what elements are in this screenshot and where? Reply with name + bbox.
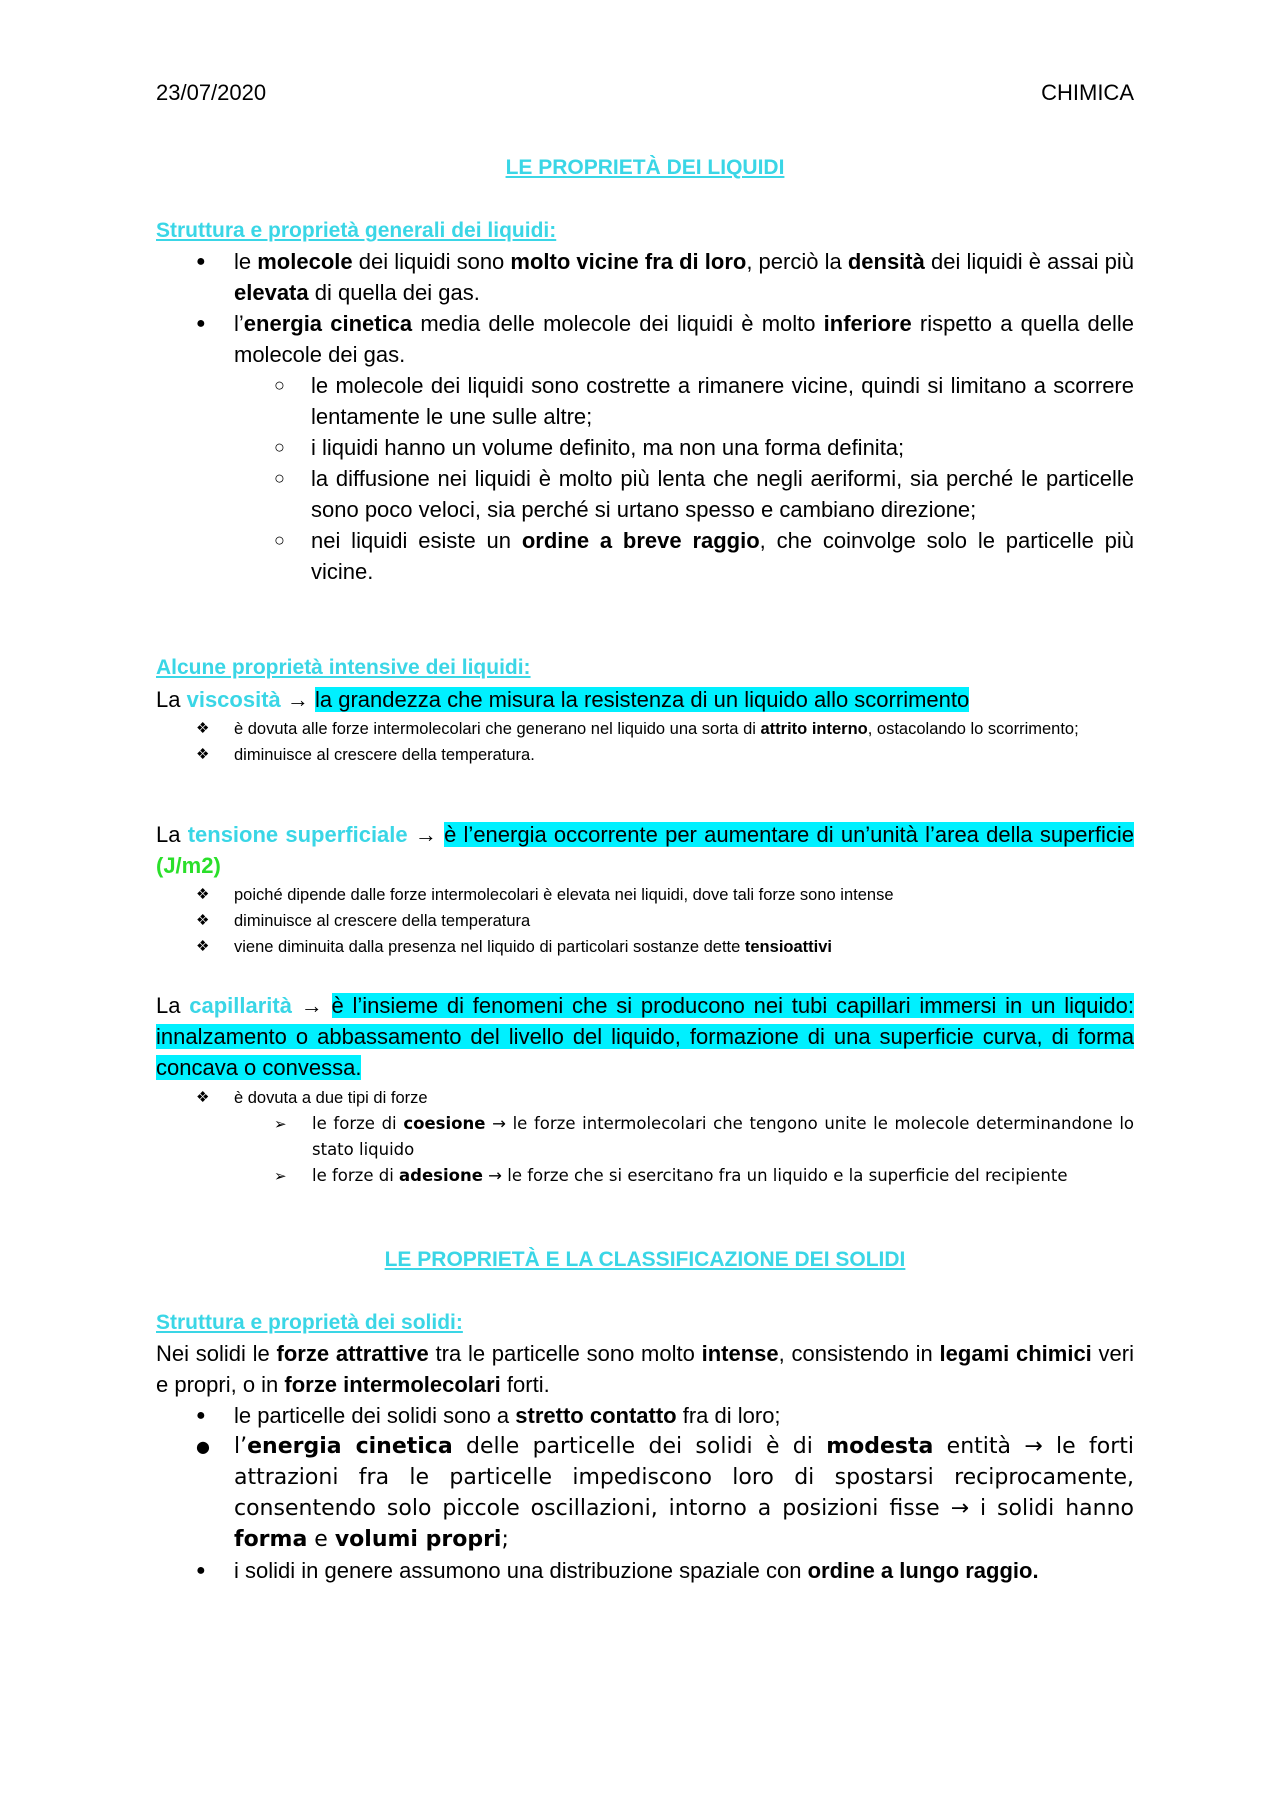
capillarity-details [156, 1085, 1134, 1111]
list-item: ❖ è dovuta alle forze intermolecolari che generano nel liquido una sorta di attrito interno, ostacolando lo scorrimento; [156, 716, 1134, 742]
list-item: ❖ diminuisce al crescere della temperatura [156, 908, 1134, 934]
list-item: ❖ è dovuta a due tipi di forze [156, 1085, 1134, 1111]
list-item: ○ nei liquidi esiste un ordine a breve raggio, che coinvolge solo le particelle più vicine. [156, 525, 1134, 587]
list-item: ● l’energia cinetica media delle molecole dei liquidi è molto inferiore rispetto a quella delle molecole dei gas. [156, 308, 1134, 370]
list-item: ❖ poiché dipende dalle forze intermolecolari è elevata nei liquidi, dove tali forze sono intense [156, 882, 1134, 908]
list-item: ○ la diffusione nei liquidi è molto più lenta che negli aeriformi, sia perché le particelle sono poco veloci, sia perché si urtano spesso e cambiano direzione; [156, 463, 1134, 525]
heading-solids-properties: Struttura e proprietà dei solidi: [156, 1311, 463, 1334]
list-item: ○ i liquidi hanno un volume definito, ma non una forma definita; [156, 432, 1134, 463]
liquids-bullet-list [156, 246, 1134, 370]
surface-tension-highlight: è l’energia occorrente per aumentare di un’unità l’area della superficie [444, 822, 1134, 847]
heading-general-properties: Struttura e proprietà generali dei liquidi: [156, 219, 557, 242]
list-item: ❖ diminuisce al crescere della temperatura. [156, 742, 1134, 768]
capillarity-term: capillarità [189, 993, 292, 1018]
list-item: ● le particelle dei solidi sono a stretto contatto fra di loro; [156, 1400, 1134, 1431]
list-item: ● i solidi in genere assumono una distribuzione spaziale con ordine a lungo raggio. [156, 1555, 1134, 1586]
list-item: ● l’energia cinetica delle particelle dei solidi è di modesta entità → le forti attrazioni fra le particelle impediscono loro di spostarsi reciprocamente, consentendo solo piccole oscillazioni, intorno a posizioni fisse → i solidi hanno forma e volumi propri; [156, 1431, 1134, 1555]
list-item: ● le molecole dei liquidi sono molto vicine fra di loro, perciò la densità dei liquidi è assai più elevata di quella dei gas. [156, 246, 1134, 308]
list-item: ○ le molecole dei liquidi sono costrette a rimanere vicine, quindi si limitano a scorrere lentamente le une sulle altre; [156, 370, 1134, 432]
surface-tension-term: tensione superficiale [187, 822, 408, 847]
solids-bullet-list [156, 1400, 1134, 1586]
liquids-sub-list [156, 370, 1134, 587]
solids-intro: Nei solidi le forze attrattive tra le particelle sono molto intense, consistendo in legami chimici veri e propri, o in forze intermolecolari forti. [156, 1341, 1135, 1397]
surface-tension-definition: La tensione superficiale → è l’energia occorrente per aumentare di un’unità l’area della superficie (J/m2) [156, 822, 1134, 878]
capillarity-highlight: è l’insieme di fenomeni che si producono nei tubi capillari immersi in un liquido: innalzamento o abbassamento del livello del liquido, formazione di una superficie curva, di forma concava o convessa. [156, 993, 1134, 1080]
capillarity-forces-list [156, 1111, 1134, 1189]
viscosity-details [156, 716, 1134, 768]
capillarity-definition: La capillarità → è l’insieme di fenomeni che si producono nei tubi capillari immersi in un liquido: innalzamento o abbassamento del livello del liquido, formazione di una superficie curva, di forma concava o convessa. [156, 993, 1134, 1080]
list-item: ➢ le forze di adesione → le forze che si esercitano fra un liquido e la superficie del recipiente [156, 1163, 1134, 1189]
section-title-liquids: LE PROPRIETÀ DEI LIQUIDI [505, 156, 785, 179]
surface-tension-details [156, 882, 1134, 960]
heading-intensive-properties: Alcune proprietà intensive dei liquidi: [156, 656, 531, 679]
viscosity-definition: La viscosità → la grandezza che misura la resistenza di un liquido allo scorrimento [156, 687, 970, 712]
header-date: 23/07/2020 [156, 80, 267, 105]
viscosity-term: viscosità [186, 687, 281, 712]
list-item: ➢ le forze di coesione → le forze intermolecolari che tengono unite le molecole determinandone lo stato liquido [156, 1111, 1134, 1163]
section-title-solids: LE PROPRIETÀ E LA CLASSIFICAZIONE DEI SOLIDI [384, 1248, 906, 1271]
unit-label: (J/m2) [156, 853, 221, 878]
header-subject: CHIMICA [1041, 80, 1134, 105]
viscosity-highlight: la grandezza che misura la resistenza di un liquido allo scorrimento [315, 687, 970, 712]
list-item: ❖ viene diminuita dalla presenza nel liquido di particolari sostanze dette tensioattivi [156, 934, 1134, 960]
